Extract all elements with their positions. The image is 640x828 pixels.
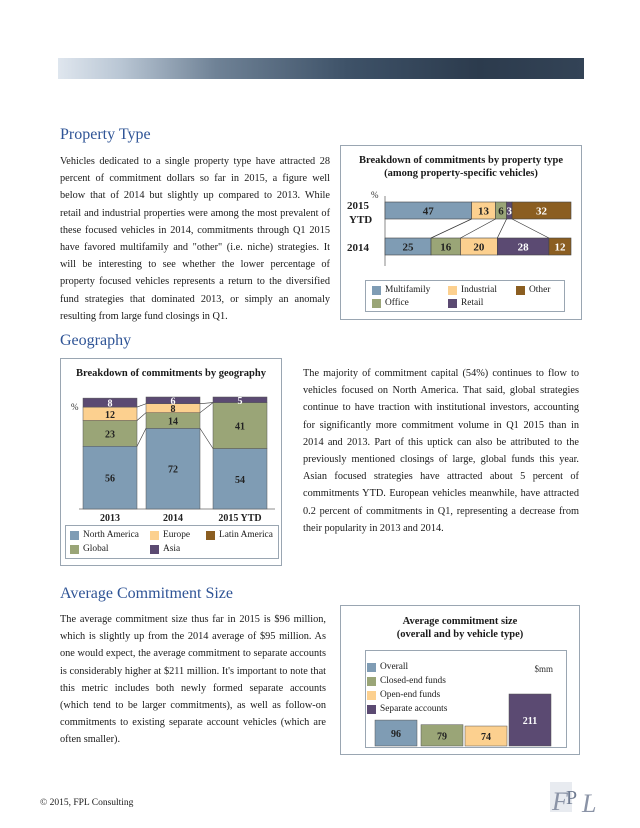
data-label: 56 bbox=[105, 473, 115, 485]
category-label: 2015 YTD bbox=[218, 513, 262, 523]
geography-chart-plot bbox=[61, 383, 281, 523]
legend-swatch bbox=[367, 663, 376, 672]
legend-swatch bbox=[70, 545, 79, 554]
geography-heading: Geography bbox=[60, 332, 132, 349]
data-label: 32 bbox=[536, 205, 548, 218]
data-label: 79 bbox=[437, 731, 447, 743]
data-label: 23 bbox=[105, 429, 115, 441]
connector-line bbox=[497, 219, 506, 238]
legend-swatch bbox=[206, 531, 215, 540]
connector-line bbox=[137, 413, 146, 421]
legend-swatch bbox=[150, 545, 159, 554]
data-label: 8 bbox=[170, 404, 176, 416]
legend-separate bbox=[367, 702, 447, 716]
legend-label: Multifamily bbox=[385, 285, 431, 295]
legend-label: Global bbox=[83, 544, 109, 554]
legend-europe bbox=[150, 530, 190, 540]
property-type-paragraph: Vehicles dedicated to a single property type have attracted 28 percent of commitment dollars so far in 2015, a figure well below that of 2014 but slightly up compared to 2013. While retail and industrial properties were among the most prevalent of these focused vehicles in 2014, commitments through Q1 2015 have favored multifamily and "other" (i.e. niche) strategies. It will be interesting to see whether the lower percentage of property focused vehicles represents a return to the diversified fund strategies that dominated 2013, or simply an anomaly resulting from large fund closings in Q1. bbox=[60, 156, 330, 322]
average-chart-title: Average commitment size bbox=[402, 616, 518, 627]
legend-latin-america bbox=[206, 530, 273, 540]
unit-label: % bbox=[71, 402, 79, 412]
legend-swatch bbox=[367, 691, 376, 700]
geography-chart-title: Breakdown of commitments by geography bbox=[76, 368, 266, 379]
legend-label: Retail bbox=[461, 298, 484, 308]
average-chart-subtitle: (overall and by vehicle type) bbox=[396, 629, 524, 640]
data-label: 41 bbox=[235, 421, 245, 433]
data-label: 74 bbox=[481, 732, 491, 744]
legend-swatch bbox=[448, 286, 457, 295]
connector-line bbox=[512, 219, 549, 238]
connector-line bbox=[137, 428, 146, 446]
legend-swatch bbox=[70, 531, 79, 540]
legend-swatch bbox=[372, 299, 381, 308]
svg-text:L: L bbox=[582, 789, 597, 816]
legend-retail bbox=[448, 298, 483, 308]
data-label: 14 bbox=[168, 416, 178, 428]
legend-swatch bbox=[367, 677, 376, 686]
category-label: 2015 bbox=[347, 200, 369, 212]
data-label: 20 bbox=[473, 241, 485, 254]
legend-multifamily bbox=[372, 285, 430, 295]
legend-label: North America bbox=[83, 530, 139, 540]
legend-swatch bbox=[448, 299, 457, 308]
legend-office bbox=[372, 298, 409, 308]
geography-chart bbox=[60, 358, 282, 566]
category-label: 2013 bbox=[100, 513, 120, 523]
data-label: 96 bbox=[391, 729, 401, 741]
data-label: 12 bbox=[554, 241, 566, 254]
fpl-logo bbox=[548, 780, 604, 816]
legend-label: Separate accounts bbox=[380, 704, 448, 714]
data-label: 13 bbox=[478, 205, 490, 218]
data-label: 72 bbox=[168, 464, 178, 476]
legend-closed-end bbox=[367, 674, 447, 688]
property-legend bbox=[365, 280, 565, 312]
legend-swatch bbox=[367, 705, 376, 714]
connector-line bbox=[200, 403, 213, 404]
legend-label: Industrial bbox=[461, 285, 497, 295]
unit-label: % bbox=[371, 190, 379, 200]
property-type-chart bbox=[340, 145, 582, 320]
data-label: 5 bbox=[237, 395, 243, 407]
legend-label: Closed-end funds bbox=[380, 676, 446, 686]
legend-label: Other bbox=[529, 285, 551, 295]
average-legend bbox=[367, 660, 447, 716]
geography-paragraph: The majority of commitment capital (54%) continues to flow to vehicles focused on North America. That said, global strategies continue to have traction with institutional investors, accounting for significantly more commitment volume in Q1 2015 than in 2014 and 2013. Part of this uptick can also be attributed to the previously mentioned closings of large, global funds this year. Asian focused strategies have attracted about 5 percent of commitments YTD. European vehicles meanwhile, have attracted 0.2 percent of commitments in Q1, representing a decrease from their popularity in 2013 and 2014. bbox=[303, 368, 579, 534]
average-commitment-heading: Average Commitment Size bbox=[60, 585, 233, 602]
property-chart-title: Breakdown of commitments by property type bbox=[358, 155, 564, 166]
data-label: 16 bbox=[440, 241, 452, 254]
legend-label: Overall bbox=[380, 662, 409, 672]
legend-industrial bbox=[448, 285, 497, 295]
data-label: 211 bbox=[522, 716, 538, 727]
average-commitment-paragraph: The average commitment size thus far in 2015 is $96 million, which is slightly up from the 2014 average of $95 million. As one would expect, the average commitment to separate accounts is considerably higher at $211 million. It's important to note that this metric includes both newly formed separate accounts (which tend to be larger commitments), as well as follow-on commitments to existing separate account vehicles (which are often smaller). bbox=[60, 614, 326, 746]
data-label: 3 bbox=[506, 205, 513, 218]
connector-line bbox=[200, 403, 213, 413]
average-commitment-chart bbox=[340, 605, 580, 755]
category-label: YTD bbox=[349, 214, 373, 226]
data-label: 6 bbox=[498, 205, 504, 218]
header-banner bbox=[58, 58, 584, 79]
legend-asia bbox=[150, 544, 180, 554]
data-label: 8 bbox=[107, 398, 113, 410]
property-chart-subtitle: (among property-specific vehicles) bbox=[384, 168, 538, 179]
svg-text:P: P bbox=[566, 787, 578, 809]
category-label: 2014 bbox=[163, 513, 183, 523]
data-label: 25 bbox=[402, 241, 414, 254]
legend-global bbox=[70, 544, 109, 554]
data-label: 6 bbox=[170, 396, 176, 408]
legend-swatch bbox=[372, 286, 381, 295]
legend-swatch bbox=[516, 286, 525, 295]
unit-label: $mm bbox=[534, 664, 553, 674]
legend-label: Latin America bbox=[219, 530, 273, 540]
property-type-heading: Property Type bbox=[60, 126, 151, 143]
data-label: 28 bbox=[517, 241, 529, 254]
legend-overall bbox=[367, 660, 447, 674]
data-label: 12 bbox=[105, 409, 115, 421]
legend-label: Asia bbox=[163, 544, 181, 554]
data-label: 54 bbox=[235, 474, 245, 486]
data-label: 47 bbox=[422, 205, 434, 218]
legend-north-america bbox=[70, 530, 139, 540]
connector-line bbox=[137, 404, 146, 407]
legend-label: Europe bbox=[163, 530, 191, 540]
legend-other bbox=[516, 285, 550, 295]
legend-label: Open-end funds bbox=[380, 690, 441, 700]
footer-copyright: © 2015, FPL Consulting bbox=[40, 798, 134, 808]
geography-legend bbox=[65, 525, 279, 559]
legend-label: Office bbox=[385, 298, 409, 308]
legend-open-end bbox=[367, 688, 447, 702]
connector-line bbox=[200, 428, 213, 448]
svg-text:F: F bbox=[552, 787, 568, 816]
category-label: 2014 bbox=[347, 242, 369, 254]
legend-swatch bbox=[150, 531, 159, 540]
